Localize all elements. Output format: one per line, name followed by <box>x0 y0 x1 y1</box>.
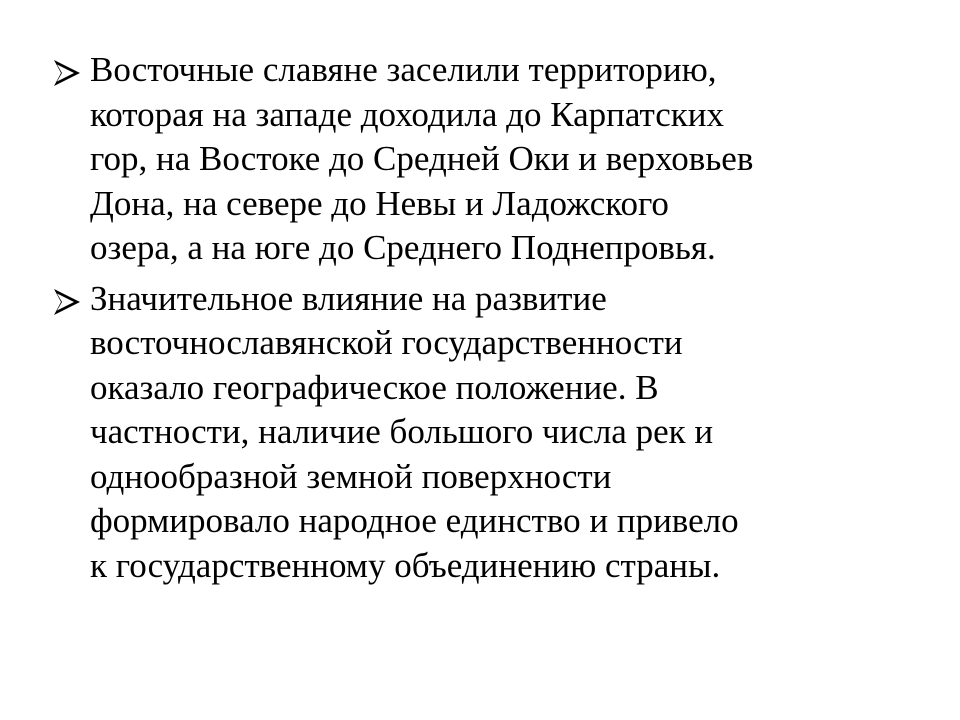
text-line: озера, а на юге до Среднего Поднепровья. <box>90 228 716 267</box>
arrowhead-bullet-icon <box>52 58 82 88</box>
text-line: Значительное влияние на развитие <box>90 278 607 318</box>
bullet-text <box>90 48 910 271</box>
text-line: гор, на Востоке до Средней Оки и верховьев <box>90 139 754 178</box>
text-line: к государственному объединению страны. <box>90 545 721 585</box>
text-line: восточнославянской государственности <box>90 323 683 362</box>
text-line: формировало народное единство и привело <box>90 501 739 540</box>
bullet-list <box>50 48 910 594</box>
text-line: однообразной земной поверхности <box>90 456 612 496</box>
bullet-item <box>50 48 910 271</box>
text-line: оказало географическое положение. В <box>90 367 659 407</box>
text-line: которая на западе доходила до Карпатских <box>90 94 724 134</box>
bullet-text <box>90 277 910 589</box>
arrowhead-bullet-icon <box>52 287 82 317</box>
text-line: частности, наличие большого числа рек и <box>90 412 714 451</box>
text-line: Дона, на севере до Невы и Ладожского <box>90 183 669 223</box>
bullet-item <box>50 277 910 589</box>
text-line: Восточные славяне заселили территорию, <box>90 50 717 89</box>
